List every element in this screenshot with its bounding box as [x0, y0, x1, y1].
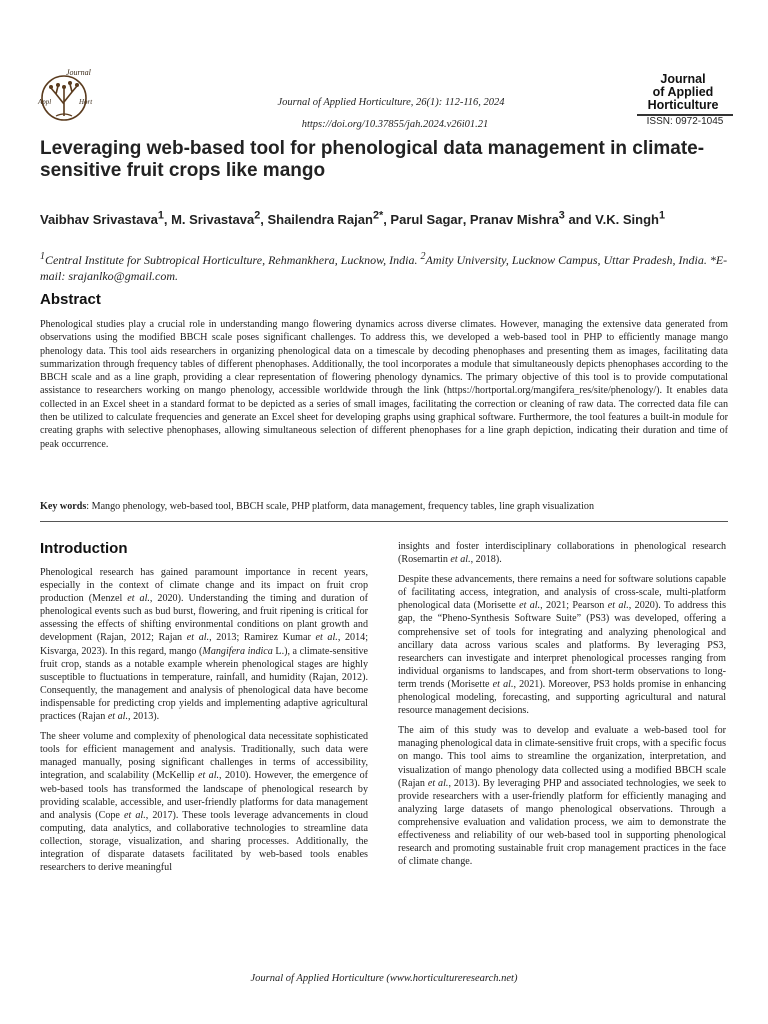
journal-citation: Journal of Applied Horticulture, 26(1): 112-116, 2024 — [277, 97, 505, 108]
keywords-label: Key words — [40, 501, 87, 512]
paragraph-text: , 2010). However, the emergence of web-based tools has transformed the landscape of phenological research by providing scalable, accessible, and user-friendly platforms for data management and analysis (Cope — [40, 770, 369, 821]
italic-text: et al. — [519, 600, 541, 612]
body-paragraph — [40, 566, 368, 723]
author-affiliation-mark: 2* — [372, 210, 384, 222]
abstract-heading: Abstract — [40, 291, 101, 308]
journal-logo — [34, 66, 100, 124]
author-affiliation-mark: 1 — [658, 210, 666, 222]
italic-text: et al. — [123, 809, 146, 821]
left-column — [40, 540, 368, 881]
italic-text: et al. — [492, 678, 514, 690]
paragraph-text: , 2013; Ramirez Kumar — [209, 632, 316, 644]
journal-brand — [630, 73, 736, 112]
author-name: Shailendra Rajan — [267, 212, 373, 228]
affiliation-mark: 2 — [420, 251, 426, 262]
author — [171, 212, 267, 227]
author-name: M. Srivastava — [171, 212, 255, 228]
italic-text: et al. — [450, 554, 471, 566]
italic-text: Mangifera indica — [202, 645, 273, 657]
doi-link[interactable]: https://doi.org/10.37855/jah.2024.v26i01.21 — [301, 119, 489, 130]
paragraph-text: , 2013). — [128, 711, 160, 723]
brand-line: of Applied — [652, 85, 714, 99]
italic-text: et al. — [315, 632, 338, 644]
svg-text:Journal: Journal — [66, 68, 91, 77]
paragraph-text: Phenological research has gained paramount importance in recent years, especially in the context of climate change and its impact on fruit crop production (Menzel — [40, 567, 368, 605]
keywords-text: : Mango phenology, web-based tool, BBCH scale, PHP platform, data management, frequency tables, line graph visualization — [86, 501, 595, 512]
paragraph-text: , 2018). — [470, 554, 502, 566]
italic-text: et al. — [607, 600, 629, 612]
author — [595, 212, 665, 227]
affiliation-text: Central Institute for Subtropical Horticulture, Rehmankhera, Lucknow, India. — [45, 253, 421, 267]
body-paragraph — [40, 730, 368, 874]
introduction-heading: Introduction — [40, 540, 128, 557]
paragraph-text: , 2021). Moreover, PS3 holds promise in enhancing phenological modeling, forecasting, and supporting agricultural and natural resource management decisions. — [398, 678, 726, 717]
author — [267, 212, 390, 227]
page-footer: Journal of Applied Horticulture (www.horticultureresearch.net) — [250, 973, 518, 984]
paragraph-text: The aim of this study was to develop and evaluate a web-based tool for managing phenological data in climate-sensitive fruit crops, with a specific focus on mango. This tool aims to streamline the organization, interpretation, and visualization of mango phenology data collected using a modified BBCH scale (Rajan — [398, 725, 726, 789]
author-name: V.K. Singh — [595, 212, 659, 228]
brand-line: Horticulture — [647, 98, 719, 112]
body-paragraph — [398, 540, 726, 566]
right-column — [398, 540, 726, 875]
paragraph-text: The sheer volume and complexity of phenological data necessitate sophisticated tools for efficient management and analysis. Traditionally, such data were managed manually, posing significant challenges in terms of accessibility, integration, and scalability (McKellip — [40, 731, 368, 782]
author-name: Vaibhav Srivastava — [40, 212, 158, 228]
author-affiliation-mark: 3 — [558, 210, 565, 222]
body-paragraph — [398, 573, 726, 717]
italic-text: et al. — [427, 777, 449, 789]
author-separator: and — [564, 212, 596, 228]
paragraph-text: , 2014; Kisvarga, 2023). In this regard, mango ( — [40, 632, 368, 657]
author-separator: , — [462, 212, 470, 228]
italic-text: et al. — [107, 711, 129, 723]
issn: ISSN: 0972-1045 — [646, 116, 724, 127]
author — [390, 212, 470, 227]
paragraph-text: , 2013). By leveraging PHP and associated technologies, we seek to provide researchers with a user-friendly platform for efficiently managing and analyzing large datasets of mango phenological observations. Through a comprehensive evaluation and validation process, we aim to demonstrate the effectiveness and reliability of our web-based tool in supporting phenological research and promoting sustainable fruit crop management practices in the face of climate change. — [398, 777, 726, 868]
affiliation-text: Amity University, Lucknow Campus, Uttar Pradesh, India. *E-mail: srajanlko@gmail.com. — [40, 253, 728, 283]
svg-text:Hort: Hort — [79, 98, 93, 106]
paragraph-text: , 2020). Understanding the timing and duration of phenological events such as bud burst, flowering, and fruit ripening is critical for assessing the effects of shifting environmental conditions on plant growth and development (Rajan, 2012; Rajan — [40, 593, 369, 644]
paragraph-text: L.), a climate-sensitive fruit crop, stands as a notable example wherein phenological stages are highly susceptible to fluctuations in temperature, rainfall, and humidity (Rajan, 2012). Consequently, the management and analysis of phenological data have become indispensable for predicting crop yields and implementing adaptive agricultural practices (Rajan — [40, 645, 369, 723]
paragraph-text: , 2021; Pearson — [540, 600, 608, 612]
author-affiliation-mark: 1 — [157, 210, 164, 222]
author-affiliation-mark: 2 — [254, 210, 261, 222]
paragraph-text: , 2017). These tools leverage advancements in cloud computing, data analytics, and collaborative technologies to streamline data collection, storage, visualization, and sharing processes. Additionally, the integration of disparate datasets facilitated by web-based tools enables researchers to derive meaningful — [40, 809, 368, 874]
brand-line: Journal — [660, 72, 706, 86]
keywords — [40, 500, 728, 513]
paragraph-text: insights and foster interdisciplinary collaborations in phenological research (Rosemartin — [398, 541, 726, 566]
left-paragraphs — [40, 566, 368, 874]
author-separator: , — [163, 212, 172, 228]
affiliation-mark: 1 — [40, 251, 45, 262]
author-name: Parul Sagar — [390, 212, 463, 228]
paper-title: Leveraging web-based tool for phenological data management in climate-sensitive fruit crops like mango — [40, 138, 705, 181]
author-list — [40, 208, 730, 228]
italic-text: et al. — [127, 593, 150, 605]
paragraph-text: Despite these advancements, there remains a need for software solutions capable of facilitating access, integration, and analysis of cross-scale, multi-platform phenological data (Morisette — [398, 574, 726, 612]
author — [470, 212, 595, 227]
author-name: Pranav Mishra — [469, 212, 559, 228]
body-paragraph — [398, 724, 726, 868]
abstract-text: Phenological studies play a crucial role in understanding mango flowering dynamics across diverse climates. However, managing the extensive data generated from observations using the modified BBCH scale poses significant challenges. To address this, we developed a web-based tool in PHP to efficiently manage mango phenology data. This tool aids researchers in organizing phenological data on a timescale by decoding phenophases and presenting them as images, facilitating data summarization through frequency tables of different phenophases. Additionally, the tool incorporates a module that simultaneously depicts phenophases according to the BBCH scale and as a line graph, providing a clear representation of flowering phenology dynamics. The primary objective of this tool is to provide computational assistance to researchers working on mango phenology, accessible worldwide through the link (https://hortportal.org/mangifera_res/site/phenology/). It enables data collected in an Excel sheet in a standard format to be depicted as a series of small images, facilitating the correction or cleaning of raw data. The corrected data file can then be utilized to calculate frequencies and generate an Excel sheet for developing graphs using graphical software. Furthermore, the tool features a built-in module for creating graphs with selective phenophases, allowing simultaneous selection of different phenophases for a line graph depiction, indicating their duration and time of peak occurrence. — [40, 319, 728, 450]
affiliations — [40, 249, 730, 284]
italic-text: et al. — [186, 632, 210, 644]
svg-text:Appl: Appl — [38, 98, 52, 106]
paragraph-text: , 2020). To address this gap, the “Pheno-Synthesis Software Suite” (PS3) was developed, offering a comprehensive set of tools for integrating and analyzing phenological and ancillary data across various scales and platforms. By leveraging PS3, researchers can investigate and interpret phenological processes ranging from individual organisms to landscapes, and from short-term observations to long-term trends (Morisette — [398, 600, 726, 690]
right-paragraphs — [398, 540, 726, 868]
author — [40, 212, 171, 227]
author-separator: , — [260, 212, 268, 228]
author-separator: , — [383, 212, 391, 228]
section-divider — [40, 521, 728, 522]
italic-text: et al. — [197, 770, 220, 782]
